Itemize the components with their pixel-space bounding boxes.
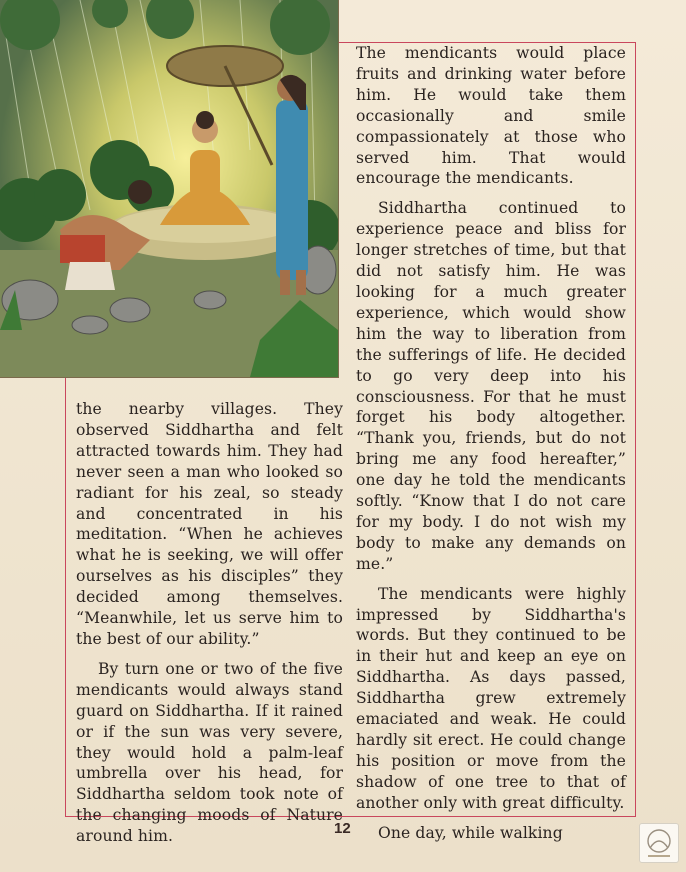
paragraph: The mendicants were highly impressed by Siddhartha's words. But they continued to be in their hut and keep an eye on Siddhartha. As days passed, Siddhartha grew extremely emaciated and weak. He could hardly sit erect. He could change his position or move from the shadow of one tree to that of another only with great difficulty. xyxy=(356,584,626,812)
paragraph: One day, while walking xyxy=(378,823,563,842)
paragraph: The mendicants would place fruits and drinking water before him. He would take them occasionally and smile compassionately at those who served him. That would encourage the mendicants. xyxy=(356,44,626,188)
paragraph: Siddhartha continued to experience peace and bliss for longer stretches of time, but that did not satisfy him. He was looking for a much greater experience, which would show him the way to liberation from the sufferings of life. He decided to go very deep into his consciousness. For that he must forget his body altogether. “Thank you, friends, but do not bring me any food hereafter,” one day he told the mendicants softly. “Know that I do not care for my body. I do not wish my body to make any demands on me.” xyxy=(356,199,626,573)
publisher-logo xyxy=(639,823,679,863)
page-number: 12 xyxy=(334,820,351,837)
scene-illustration xyxy=(0,0,339,378)
text-column-right xyxy=(356,43,626,844)
paragraph: By turn one or two of the five mendicants would always stand guard on Siddhartha. If it rained or if the sun was very severe, they would hold a palm-leaf umbrella over his head, for Siddhartha seldom took note of the changing moods of Nature around him. xyxy=(76,659,343,846)
paragraph: the nearby villages. They observed Siddhartha and felt attracted towards him. They had never seen a man who looked so radiant for his zeal, so steady and concentrated in his meditation. “When he achieves what he is seeking, we will offer ourselves as his disciples” they decided among themselves. “Meanwhile, let us serve him to the best of our ability.” xyxy=(76,400,343,648)
text-column-left xyxy=(76,399,343,847)
